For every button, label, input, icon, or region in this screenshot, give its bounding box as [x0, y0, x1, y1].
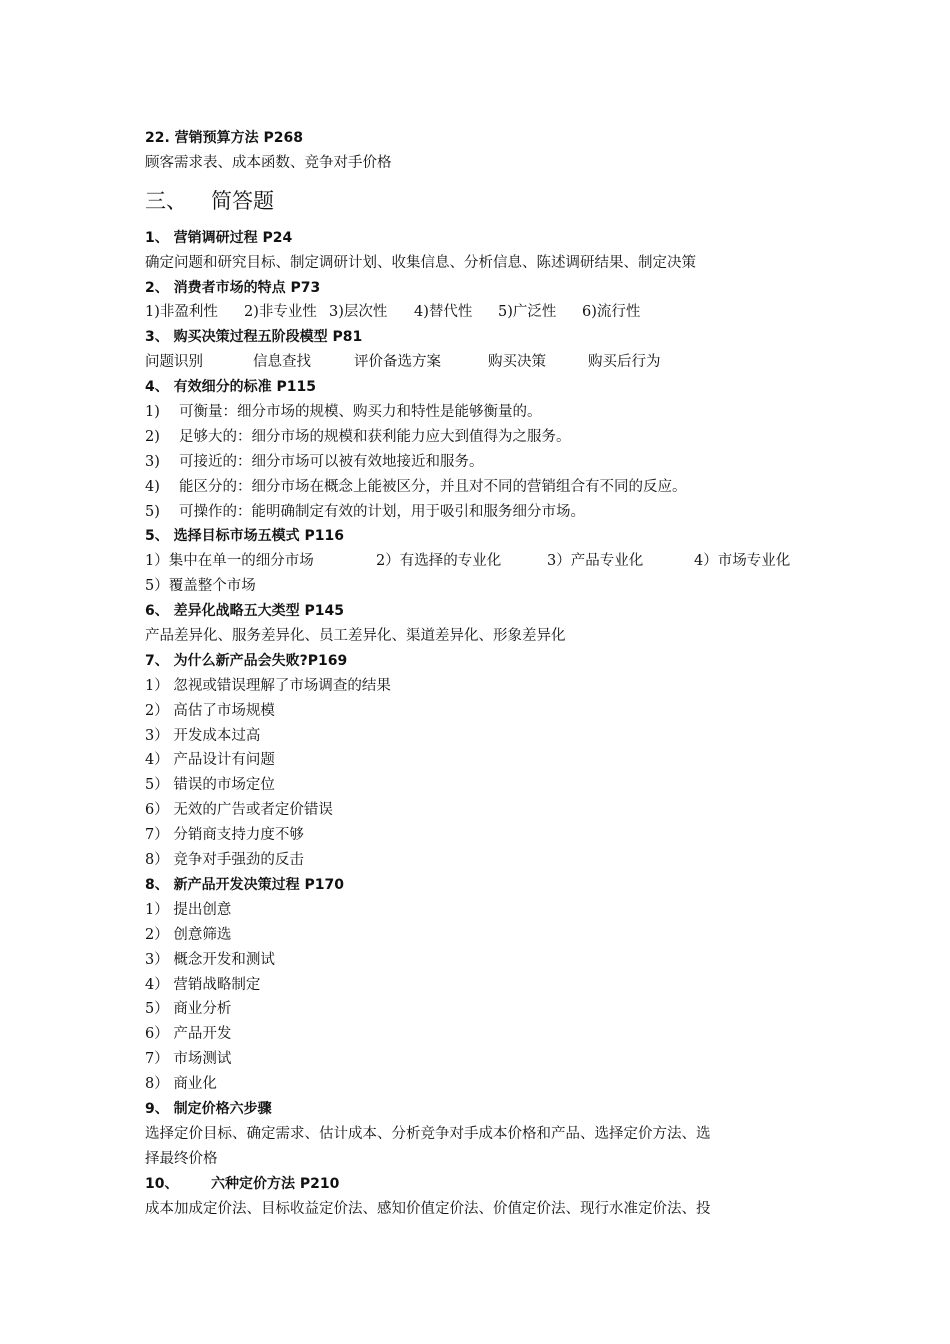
list-item: 8） 商业化 [145, 1076, 217, 1093]
q10-number: 10、 [145, 1175, 179, 1192]
list-item: 信息查找 [253, 354, 311, 371]
list-item: 1） 忽视或错误理解了市场调查的结果 [145, 677, 391, 694]
list-item: 1) 可衡量：细分市场的规模、购买力和特性是能够衡量的。 [145, 404, 542, 421]
section-number: 三、 [145, 188, 187, 213]
list-item: 1）集中在单一的细分市场 [145, 553, 314, 570]
q6-title: 6、 差异化战略五大类型 P145 [145, 603, 344, 620]
list-item: 5) 可操作的：能明确制定有效的计划，用于吸引和服务细分市场。 [145, 503, 585, 520]
list-item: 评价备选方案 [354, 354, 441, 371]
q4-title: 4、 有效细分的标准 P115 [145, 379, 316, 396]
q10-title-text: 六种定价方法 P210 [211, 1175, 340, 1192]
list-item: 1） 提出创意 [145, 901, 232, 918]
list-item: 2） 高估了市场规模 [145, 702, 275, 719]
list-item: 5） 错误的市场定位 [145, 777, 275, 794]
q1-title: 1、 营销调研过程 P24 [145, 229, 293, 246]
list-item: 购买决策 [488, 354, 546, 371]
list-item: 4） 营销战略制定 [145, 976, 261, 993]
q9-title: 9、 制定价格六步骤 [145, 1100, 272, 1117]
q22-answer: 顾客需求表、成本函数、竞争对手价格 [145, 154, 392, 171]
list-item: 2) 足够大的：细分市场的规模和获利能力应大到值得为之服务。 [145, 428, 571, 445]
q10-answer: 成本加成定价法、目标收益定价法、感知价值定价法、价值定价法、现行水准定价法、投 [145, 1200, 711, 1217]
list-item: 5)广泛性 [498, 304, 557, 321]
list-item: 8） 竞争对手强劲的反击 [145, 852, 304, 869]
q10-title [145, 1172, 815, 1197]
q9-answer-line2: 择最终价格 [145, 1150, 218, 1167]
document-page [145, 126, 815, 1221]
list-item: 3)层次性 [329, 304, 388, 321]
q3-title: 3、 购买决策过程五阶段模型 P81 [145, 329, 363, 346]
list-item: 5） 商业分析 [145, 1001, 232, 1018]
section-heading [145, 176, 815, 226]
list-item: 7） 分销商支持力度不够 [145, 827, 304, 844]
list-item: 3) 可接近的：细分市场可以被有效地接近和服务。 [145, 453, 484, 470]
list-item: 5）覆盖整个市场 [145, 578, 256, 595]
list-item: 1)非盈利性 [145, 304, 218, 321]
list-item: 7） 市场测试 [145, 1051, 232, 1068]
list-item: 3）产品专业化 [547, 553, 644, 570]
list-item: 6） 无效的广告或者定价错误 [145, 802, 333, 819]
list-item: 2）有选择的专业化 [376, 553, 502, 570]
section-title: 简答题 [211, 188, 274, 213]
q22-title: 22. 营销预算方法 P268 [145, 130, 304, 146]
list-item: 4） 产品设计有问题 [145, 752, 275, 769]
q3-items [145, 350, 815, 375]
q1-answer: 确定问题和研究目标、制定调研计划、收集信息、分析信息、陈述调研结果、制定决策 [145, 254, 696, 271]
q9-answer-line1: 选择定价目标、确定需求、估计成本、分析竞争对手成本价格和产品、选择定价方法、选 [145, 1125, 711, 1142]
q2-items [145, 300, 815, 325]
q2-title: 2、 消费者市场的特点 P73 [145, 279, 321, 296]
q5-items [145, 549, 815, 574]
q5-title: 5、 选择目标市场五模式 P116 [145, 528, 344, 545]
list-item: 6)流行性 [582, 304, 641, 321]
list-item: 问题识别 [145, 354, 203, 371]
list-item: 4) 能区分的：细分市场在概念上能被区分，并且对不同的营销组合有不同的反应。 [145, 478, 687, 495]
list-item: 6） 产品开发 [145, 1026, 232, 1043]
list-item: 2） 创意筛选 [145, 926, 232, 943]
list-item: 4)替代性 [414, 304, 473, 321]
list-item: 2)非专业性 [244, 304, 317, 321]
q8-title: 8、 新产品开发决策过程 P170 [145, 876, 344, 893]
list-item: 4）市场专业化 [694, 553, 791, 570]
q6-answer: 产品差异化、服务差异化、员工差异化、渠道差异化、形象差异化 [145, 628, 566, 645]
list-item: 3） 开发成本过高 [145, 727, 261, 744]
list-item: 购买后行为 [588, 354, 661, 371]
q7-title: 7、 为什么新产品会失败?P169 [145, 652, 348, 669]
list-item: 3） 概念开发和测试 [145, 951, 275, 968]
